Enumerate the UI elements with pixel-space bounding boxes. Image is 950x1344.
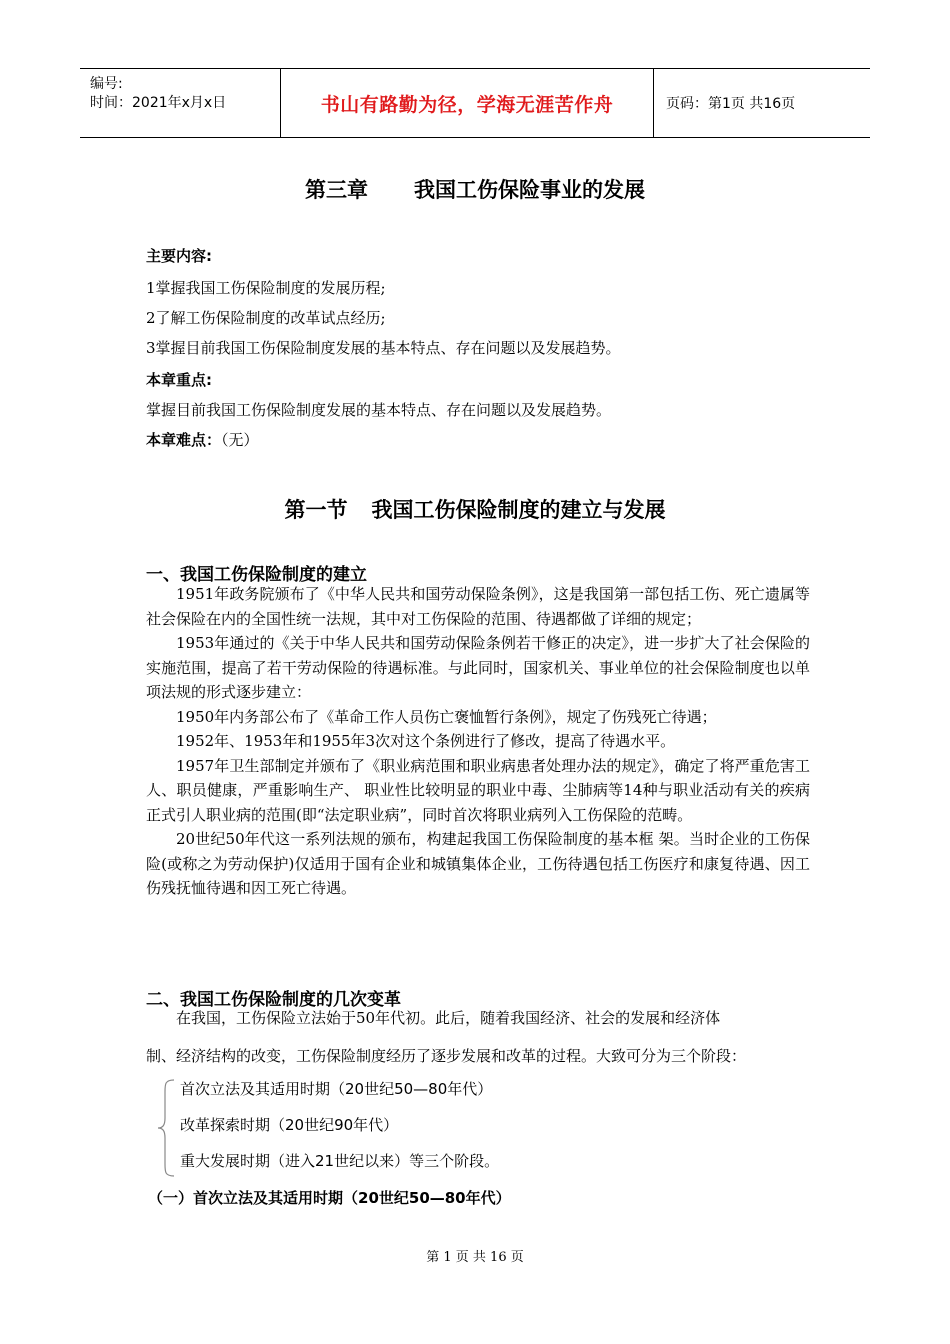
overview-item: 2了解工伤保险制度的改革试点经历; [146, 309, 386, 327]
paragraph: 1957年卫生部制定并颁布了《职业病范围和职业病患者处理办法的规定》，确定了将严重危害工人、职员健康，严重影响生产、 职业性比较明显的职业中毒、尘肺病等14种与职业活动有关的疾病正式引人职业病的范围(即“法定职业病”，同时首次将职业病列入工伤保险的范畴。 [146, 756, 810, 824]
section-number: 第一节 [284, 498, 348, 522]
header-meta [80, 69, 280, 137]
paragraph: 1951年政务院颁布了《中华人民共和国劳动保险条例》，这是我国第一部包括工伤、死亡遗属等社会保险在内的全国性统一法规，其中对工伤保险的范围、待遇都做了详细的规定； [146, 585, 810, 628]
page-header [80, 68, 870, 138]
document-time: 时间：2021年x月x日 [90, 95, 227, 111]
difficulty-label: 本章难点： [146, 431, 222, 449]
chapter-name: 我国工伤保险事业的发展 [414, 178, 645, 202]
brace-icon [156, 1078, 178, 1178]
main-content-label: 主要内容: [146, 247, 212, 265]
part2-intro-line2: 制、经济结构的改变，工伤保险制度经历了逐步发展和改革的过程。大致可分为三个阶段： [146, 1047, 747, 1065]
header-page-info: 页码：第1页 共16页 [666, 96, 796, 112]
overview-item: 3掌握目前我国工伤保险制度发展的基本特点、存在问题以及发展趋势。 [146, 339, 621, 357]
page-footer: 第 1 页 共 16 页 [426, 1250, 524, 1265]
document-number: 编号: [90, 76, 123, 92]
section-name: 我国工伤保险制度的建立与发展 [371, 498, 666, 522]
key-points-text: 掌握目前我国工伤保险制度发展的基本特点、存在问题以及发展趋势。 [146, 401, 612, 419]
part1-body [146, 582, 810, 901]
section-title [0, 494, 950, 524]
part2-heading: 二、我国工伤保险制度的几次变革 [146, 990, 401, 1010]
part2-subheading: （一）首次立法及其适用时期（20世纪50—80年代） [148, 1189, 511, 1207]
stage-item: 首次立法及其适用时期（20世纪50—80年代） [180, 1080, 493, 1098]
part1-heading: 一、我国工伤保险制度的建立 [146, 565, 367, 585]
chapter-title [0, 174, 950, 204]
key-points-label: 本章重点: [146, 371, 212, 389]
paragraph: 1953年通过的《关于中华人民共和国劳动保险条例若干修正的决定》，进一步扩大了社会保险的实施范围，提高了若干劳动保险的待遇标准。与此同时，国家机关、事业单位的社会保险制度也以单项法规的形式逐步建立： [146, 634, 810, 701]
stage-item: 重大发展时期（进入21世纪以来）等三个阶段。 [180, 1152, 500, 1170]
header-motto: 书山有路勤为径，学海无涯苦作舟 [280, 69, 654, 137]
paragraph: 1952年、1953年和1955年3次对这个条例进行了修改，提高了待遇水平。 [176, 732, 676, 750]
difficulty-line [146, 426, 810, 454]
part2-intro-line1: 在我国，工伤保险立法始于50年代初。此后，随着我国经济、社会的发展和经济体 [176, 1009, 721, 1027]
paragraph: 20世纪50年代这一系列法规的颁布，构建起我国工伤保险制度的基本框 架。当时企业的工伤保险(或称之为劳动保护)仅适用于国有企业和城镇集体企业，工伤待遇包括工伤医疗和康复待遇、因工伤残抚恤待遇和因工死亡待遇。 [146, 830, 810, 897]
paragraph: 1950年内务部公布了《革命工作人员伤亡褒恤暂行条例》，规定了伤残死亡待遇； [176, 707, 717, 726]
difficulty-text: （无） [221, 431, 259, 449]
overview-item: 1掌握我国工伤保险制度的发展历程; [146, 279, 386, 297]
chapter-number: 第三章 [305, 178, 368, 202]
stage-item: 改革探索时期（20世纪90年代） [180, 1116, 399, 1134]
